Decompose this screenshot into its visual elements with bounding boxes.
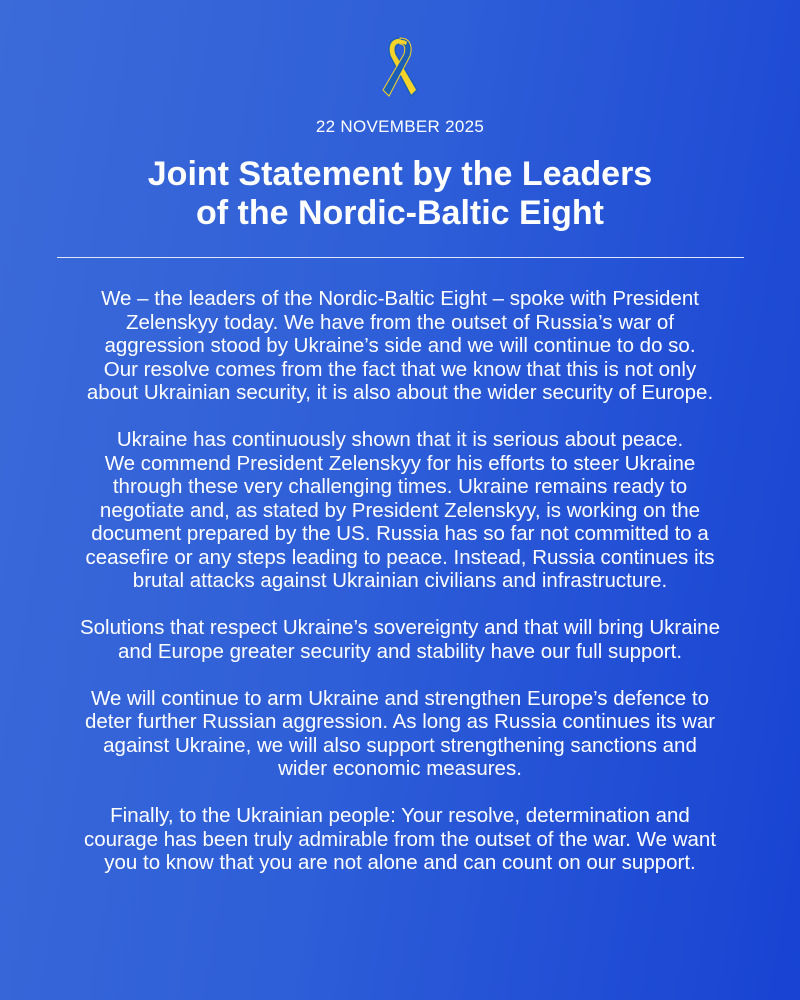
statement-paragraph — [40, 804, 760, 875]
statement-body — [40, 287, 760, 898]
statement-paragraph — [40, 287, 760, 405]
page-title — [0, 155, 800, 233]
paragraph-line: deter further Russian aggression. As long as Russia continues its war — [84, 710, 716, 733]
title-line: Joint Statement by the Leaders — [147, 155, 653, 193]
paragraph-line: Ukraine has continuously shown that it is serious about peace. — [116, 428, 684, 451]
paragraph-line: Zelenskyy today. We have from the outset of Russia’s war of — [125, 310, 675, 334]
paragraph-line: aggression stood by Ukraine’s side and we will continue to do so. — [104, 334, 696, 357]
divider — [57, 257, 744, 258]
paragraph-line: Finally, to the Ukrainian people: Your resolve, determination and — [110, 804, 690, 827]
statement-paragraph — [40, 687, 760, 781]
paragraph-line: and Europe greater security and stability have our full support. — [117, 639, 683, 663]
paragraph-line: Our resolve comes from the fact that we know that this is not only — [103, 357, 697, 381]
paragraph-line: you to know that you are not alone and can count on our support. — [104, 851, 696, 874]
paragraph-line: Solutions that respect Ukraine’s sovereignty and that will bring Ukraine — [79, 616, 720, 639]
paragraph-line: document prepared by the US. Russia has so far not committed to a — [91, 522, 709, 545]
title-line: of the Nordic-Baltic Eight — [196, 194, 604, 232]
paragraph-line: We commend President Zelenskyy for his efforts to steer Ukraine — [104, 451, 696, 475]
statement-paragraph — [40, 428, 760, 593]
paragraph-line: We will continue to arm Ukraine and strengthen Europe’s defence to — [90, 686, 709, 710]
paragraph-line: about Ukrainian security, it is also about the wider security of Europe. — [86, 381, 714, 404]
statement-date: 22 NOVEMBER 2025 — [315, 117, 485, 136]
statement-paragraph — [40, 616, 760, 663]
paragraph-line: brutal attacks against Ukrainian civilians and infrastructure. — [132, 569, 668, 592]
paragraph-line: courage has been truly admirable from the outset of the war. We want — [83, 827, 717, 851]
paragraph-line: wider economic measures. — [278, 757, 522, 780]
paragraph-line: against Ukraine, we will also support strengthening sanctions and — [103, 733, 697, 757]
paragraph-line: We – the leaders of the Nordic-Baltic Eight – spoke with President — [101, 287, 699, 310]
paragraph-line: negotiate and, as stated by President Zelenskyy, is working on the — [99, 498, 701, 522]
paragraph-line: through these very challenging times. Ukraine remains ready to — [112, 475, 688, 498]
ukraine-ribbon-icon — [381, 34, 419, 100]
paragraph-line: ceasefire or any steps leading to peace. Instead, Russia continues its — [85, 545, 715, 569]
